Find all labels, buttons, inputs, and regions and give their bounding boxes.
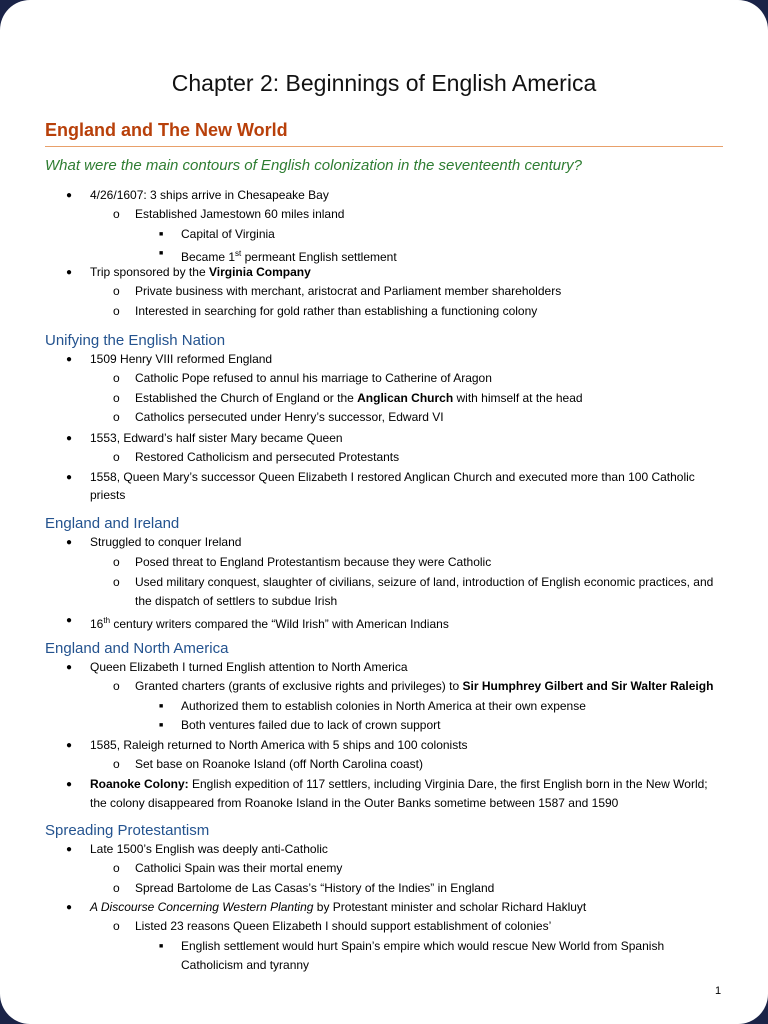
list-item-continuation: priests [90,488,126,502]
list-item: Interested in searching for gold rather than establishing a functioning colony [135,304,538,318]
list-item: Used military conquest, slaughter of civilians, seizure of land, introduction of English economic practices, and [135,575,714,589]
list-item: 1509 Henry VIII reformed England [90,352,273,366]
list-item: Became 1st permeant English settlement [181,249,397,264]
square-bullet-icon: ■ [159,943,164,950]
section-heading: England and North America [45,640,229,657]
list-item-continuation: Catholicism and tyranny [181,958,310,972]
disc-bullet-icon: ● [66,537,73,548]
circle-bullet-icon: o [113,555,120,569]
page-number: 1 [715,985,722,997]
list-item: Trip sponsored by the Virginia Company [90,265,311,279]
circle-bullet-icon: o [113,861,120,875]
guiding-question: What were the main contours of English colonization in the seventeenth century? [45,157,582,174]
disc-bullet-icon: ● [66,662,73,673]
list-item: Posed threat to England Protestantism because they were Catholic [135,555,492,569]
list-item: Queen Elizabeth I turned English attention to North America [90,660,408,674]
list-item: 1553, Edward’s half sister Mary became Queen [90,431,343,445]
section-heading: England and Ireland [45,515,180,532]
square-bullet-icon: ■ [159,231,164,238]
disc-bullet-icon: ● [66,433,73,444]
list-item: English settlement would hurt Spain’s empire which would rescue New World from Spanish [181,939,665,953]
disc-bullet-icon: ● [66,472,73,483]
list-item: Late 1500’s English was deeply anti-Catholic [90,842,328,856]
list-item: Set base on Roanoke Island (off North Carolina coast) [135,757,423,771]
circle-bullet-icon: o [113,757,120,771]
list-item: Granted charters (grants of exclusive rights and privileges) to Sir Humphrey Gilbert and Sir Walter Raleigh [135,679,714,693]
list-item: 4/26/1607: 3 ships arrive in Chesapeake Bay [90,188,329,202]
list-item: Private business with merchant, aristocrat and Parliament member shareholders [135,284,562,298]
disc-bullet-icon: ● [66,267,73,278]
heading-rule [45,146,723,147]
disc-bullet-icon: ● [66,844,73,855]
list-item: Established Jamestown 60 miles inland [135,207,345,221]
list-item: Listed 23 reasons Queen Elizabeth I should support establishment of colonies’ [135,919,552,933]
circle-bullet-icon: o [113,284,120,298]
square-bullet-icon: ■ [159,703,164,710]
list-item: 1585, Raleigh returned to North America with 5 ships and 100 colonists [90,738,468,752]
list-item: 16th century writers compared the “Wild Irish” with American Indians [90,616,449,631]
disc-bullet-icon: ● [66,902,73,913]
circle-bullet-icon: o [113,450,120,464]
square-bullet-icon: ■ [159,250,164,257]
page-title: Chapter 2: Beginnings of English America [171,70,597,96]
circle-bullet-icon: o [113,371,120,385]
circle-bullet-icon: o [113,410,120,424]
section-heading: Unifying the English Nation [45,332,226,349]
heading-england-new-world: England and The New World [45,120,288,140]
list-item-continuation: the colony disappeared from Roanoke Island in the Outer Banks sometime between 1587 and 1590 [90,796,619,810]
list-item: Spread Bartolome de Las Casas’s “History of the Indies” in England [135,881,495,895]
list-item: A Discourse Concerning Western Planting by Protestant minister and scholar Richard Hakluyt [90,900,587,914]
circle-bullet-icon: o [113,881,120,895]
list-item: Authorized them to establish colonies in North America at their own expense [181,699,586,713]
circle-bullet-icon: o [113,391,120,405]
disc-bullet-icon: ● [66,354,73,365]
disc-bullet-icon: ● [66,190,73,201]
list-item: 1558, Queen Mary’s successor Queen Elizabeth I restored Anglican Church and executed more than 100 Catholic [90,470,695,484]
circle-bullet-icon: o [113,575,120,589]
list-item: Both ventures failed due to lack of crown support [181,718,441,732]
list-item: Capital of Virginia [181,227,275,241]
disc-bullet-icon: ● [66,740,73,751]
circle-bullet-icon: o [113,919,120,933]
list-item-continuation: the dispatch of settlers to subdue Irish [135,594,338,608]
list-item: Catholics persecuted under Henry’s successor, Edward VI [135,410,444,424]
section-heading: Spreading Protestantism [45,822,210,839]
list-item: Struggled to conquer Ireland [90,535,242,549]
circle-bullet-icon: o [113,207,120,221]
list-item: Roanoke Colony: English expedition of 117 settlers, including Virginia Dare, the first English born in the New World; [90,777,708,791]
disc-bullet-icon: ● [66,615,73,626]
list-item: Established the Church of England or the Anglican Church with himself at the head [135,391,583,405]
square-bullet-icon: ■ [159,722,164,729]
circle-bullet-icon: o [113,304,120,318]
circle-bullet-icon: o [113,679,120,693]
disc-bullet-icon: ● [66,779,73,790]
list-item: Restored Catholicism and persecuted Protestants [135,450,400,464]
list-item: Catholic Pope refused to annul his marriage to Catherine of Aragon [135,371,492,385]
list-item: Catholici Spain was their mortal enemy [135,861,343,875]
